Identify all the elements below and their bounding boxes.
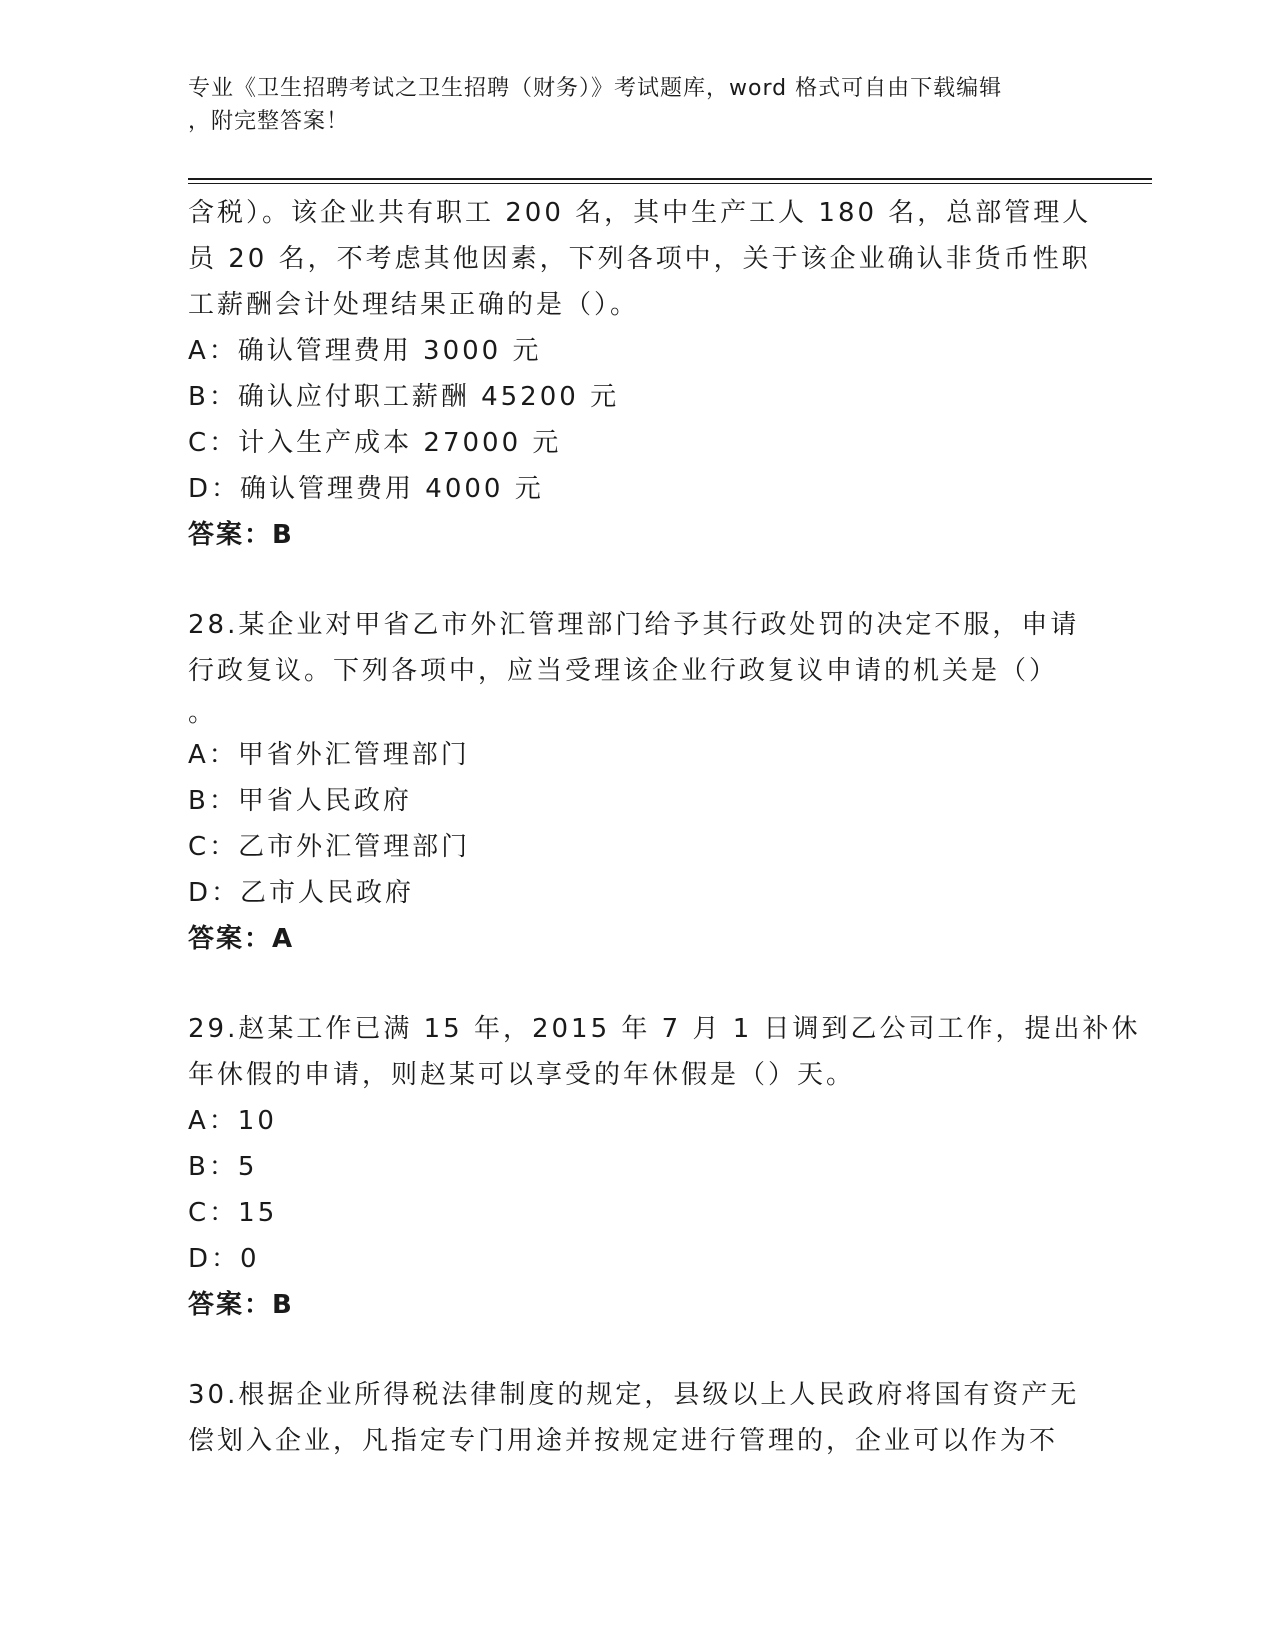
spacer xyxy=(188,962,1088,1006)
question-29-text-line-2: 年休假的申请，则赵某可以享受的年休假是（）天。 xyxy=(188,1060,856,1090)
question-28-answer: 答案：A xyxy=(188,924,295,954)
question-30-text-line-1: 30.根据企业所得税法律制度的规定，县级以上人民政府将国有资产无 xyxy=(188,1380,1080,1410)
question-29-option-c: C：15 xyxy=(188,1198,278,1228)
question-28-option-a: A：甲省外汇管理部门 xyxy=(188,740,470,770)
spacer xyxy=(188,558,1088,602)
header-title-line-2: ，附完整答案！ xyxy=(188,109,350,134)
question-28 xyxy=(188,602,1088,962)
question-27-text-line-3: 工薪酬会计处理结果正确的是（）。 xyxy=(188,290,640,320)
question-29-option-d: D：0 xyxy=(188,1244,260,1274)
question-list xyxy=(188,190,1141,1464)
question-29-option-b: B：5 xyxy=(188,1152,258,1182)
question-28-option-b: B：甲省人民政府 xyxy=(188,786,412,816)
question-29 xyxy=(188,1006,1141,1328)
question-27-option-d: D：确认管理费用 4000 元 xyxy=(188,474,544,504)
question-29-answer: 答案：B xyxy=(188,1290,294,1320)
question-28-text-line-2: 行政复议。下列各项中，应当受理该企业行政复议申请的机关是（） xyxy=(188,656,1059,686)
document-header xyxy=(188,72,1078,138)
question-29-text-line-1: 29.赵某工作已满 15 年，2015 年 7 月 1 日调到乙公司工作，提出补休 xyxy=(188,1014,1141,1044)
question-30 xyxy=(188,1372,1088,1464)
question-27-option-a: A：确认管理费用 3000 元 xyxy=(188,336,542,366)
question-27 xyxy=(188,190,1092,558)
question-28-text-line-1: 28.某企业对甲省乙市外汇管理部门给予其行政处罚的决定不服，申请 xyxy=(188,610,1080,640)
question-29-option-a: A：10 xyxy=(188,1106,277,1136)
question-30-text-line-2: 偿划入企业，凡指定专门用途并按规定进行管理的，企业可以作为不 xyxy=(188,1426,1059,1456)
question-28-option-d: D：乙市人民政府 xyxy=(188,878,415,908)
question-28-option-c: C：乙市外汇管理部门 xyxy=(188,832,471,862)
header-divider xyxy=(188,178,1152,184)
question-28-text-line-3: 。 xyxy=(188,698,218,728)
spacer xyxy=(188,1328,1088,1372)
question-27-text-line-2: 员 20 名，不考虑其他因素，下列各项中，关于该企业确认非货币性职 xyxy=(188,244,1091,274)
question-27-answer: 答案：B xyxy=(188,520,294,550)
question-27-text-line-1: 含税）。该企业共有职工 200 名，其中生产工人 180 名，总部管理人 xyxy=(188,198,1092,228)
question-27-option-c: C：计入生产成本 27000 元 xyxy=(188,428,562,458)
header-title-line-1: 专业《卫生招聘考试之卫生招聘（财务）》考试题库，word 格式可自由下载编辑 xyxy=(188,76,1003,101)
question-27-option-b: B：确认应付职工薪酬 45200 元 xyxy=(188,382,620,412)
